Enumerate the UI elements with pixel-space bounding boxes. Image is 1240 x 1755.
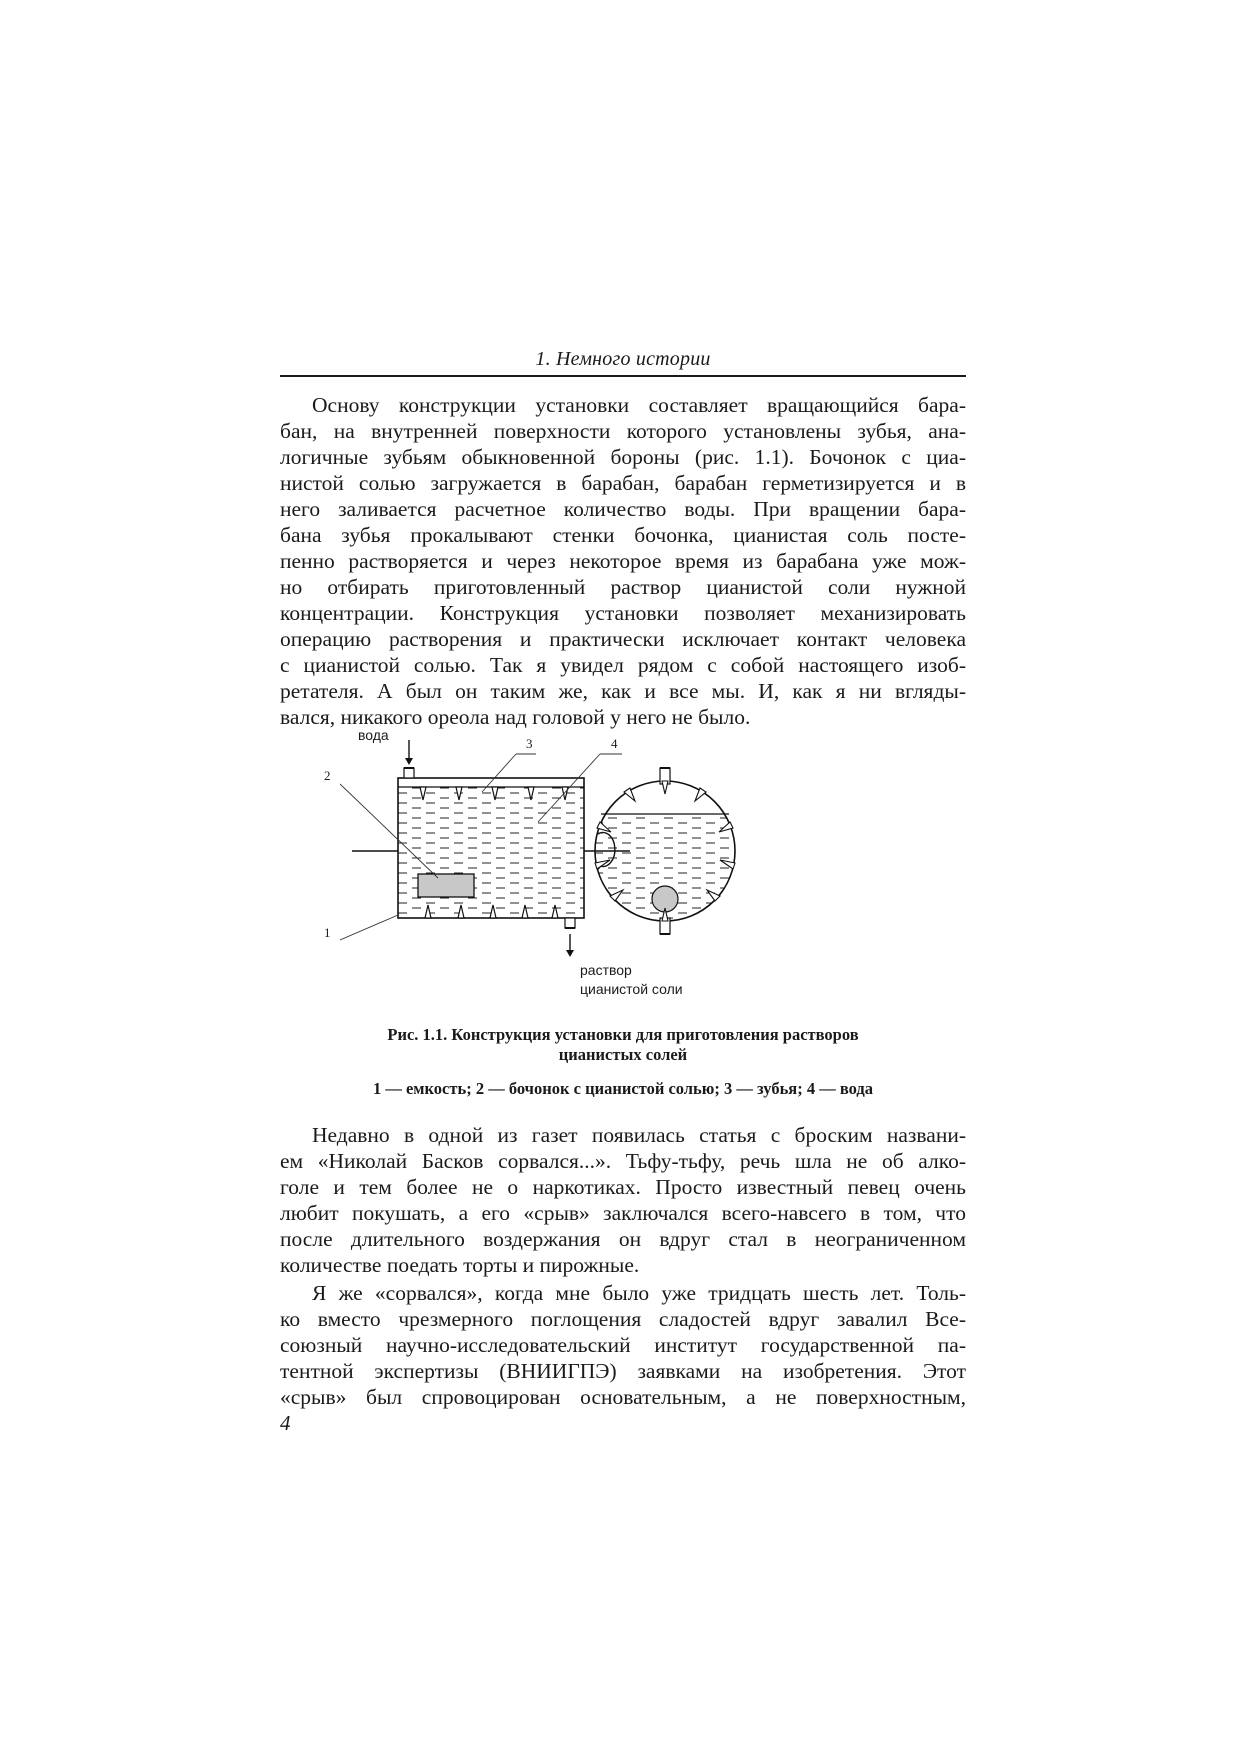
text-line: ко вместо чрезмерного поглощения сладостей вдруг завалил Все- [280, 1307, 966, 1331]
solution-label-line2: цианистой соли [580, 981, 683, 997]
text-line: союзный научно-исследовательский институт государственной па- [280, 1333, 966, 1357]
figure-caption [280, 1025, 966, 1065]
header-rule [280, 375, 966, 377]
text-line: ем «Николай Басков сорвался...». Тьфу-тьфу, речь шла не об алко- [280, 1149, 966, 1173]
paragraph-2 [280, 1122, 966, 1278]
caption-line: Рис. 1.1. Конструкция установки для приготовления растворов [387, 1025, 859, 1044]
page-number: 4 [280, 1411, 291, 1435]
text-line: вался, никакого ореола над головой у него не было. [280, 705, 751, 729]
text-line: бан, на внутренней поверхности которого установлены зубья, ана- [280, 419, 966, 443]
label-3: 3 [526, 736, 533, 751]
solution-arrow-head [566, 950, 574, 957]
text-line: Я же «сорвался», когда мне было уже тридцать шесть лет. Толь- [312, 1281, 966, 1305]
text-line: количестве поедать торты и пирожные. [280, 1253, 640, 1277]
text-line: любит покушать, а его «срыв» заключался всего-навсего в том, что [280, 1201, 966, 1225]
figure-1-1 [324, 727, 790, 1015]
text-line: «срыв» был спровоцирован основательным, а не поверхностным, [280, 1385, 966, 1409]
text-line: операцию растворения и практически исключает контакт человека [280, 627, 966, 651]
text-line: пенно растворяется и через некоторое время из барабана уже мож- [280, 549, 966, 573]
outlet-pipe [565, 918, 575, 928]
water-label: вода [358, 727, 389, 743]
caption-line: цианистых солей [558, 1045, 688, 1064]
inlet-pipe [404, 768, 414, 778]
figure-legend: 1 — емкость; 2 — бочонок с цианистой солью; 3 — зубья; 4 — вода [372, 1079, 874, 1098]
paragraph-1 [280, 392, 966, 730]
water-fill [398, 787, 584, 918]
text-line: нистой солью загружается в барабан, барабан герметизируется и в [280, 471, 966, 495]
running-head: 1. Немного истории [535, 348, 711, 370]
text-line: бана зубья прокалывают стенки бочонка, цианистая соль посте- [280, 523, 966, 547]
text-line: Недавно в одной из газет появилась статья с броским названи- [312, 1123, 966, 1147]
solution-label-line1: раствор [580, 962, 632, 978]
text-line: с цианистой солью. Так я увидел рядом с собой настоящего изоб- [280, 653, 966, 677]
text-line: него заливается расчетное количество воды. При вращении бара- [280, 497, 966, 521]
text-line: ретателя. А был он таким же, как и все мы. И, как я ни вгляды- [280, 679, 966, 703]
label-1: 1 [324, 925, 331, 940]
cyanide-barrel [418, 874, 474, 897]
water-arrow-head [405, 758, 413, 765]
text-line: голе и тем более не о наркотиках. Просто известный певец очень [280, 1175, 966, 1199]
text-line: но отбирать приготовленный раствор цианистой соли нужной [280, 575, 966, 599]
leader-3 [482, 754, 516, 792]
installation-diagram [340, 730, 790, 1015]
label-4: 4 [611, 736, 618, 751]
text-line: логичные зубьям обыкновенной бороны (рис. 1.1). Бочонок с циа- [280, 445, 966, 469]
text-line: тентной экспертизы (ВНИИГПЭ) заявками на изобретения. Этот [280, 1359, 966, 1383]
text-line: концентрации. Конструкция установки позволяет механизировать [280, 601, 966, 625]
leader-1 [340, 915, 398, 940]
text-line: после длительного воздержания он вдруг стал в неограниченном [280, 1227, 966, 1251]
text-line: Основу конструкции установки составляет вращающийся бара- [312, 393, 966, 417]
paragraph-3 [280, 1280, 966, 1410]
label-2: 2 [324, 768, 331, 783]
